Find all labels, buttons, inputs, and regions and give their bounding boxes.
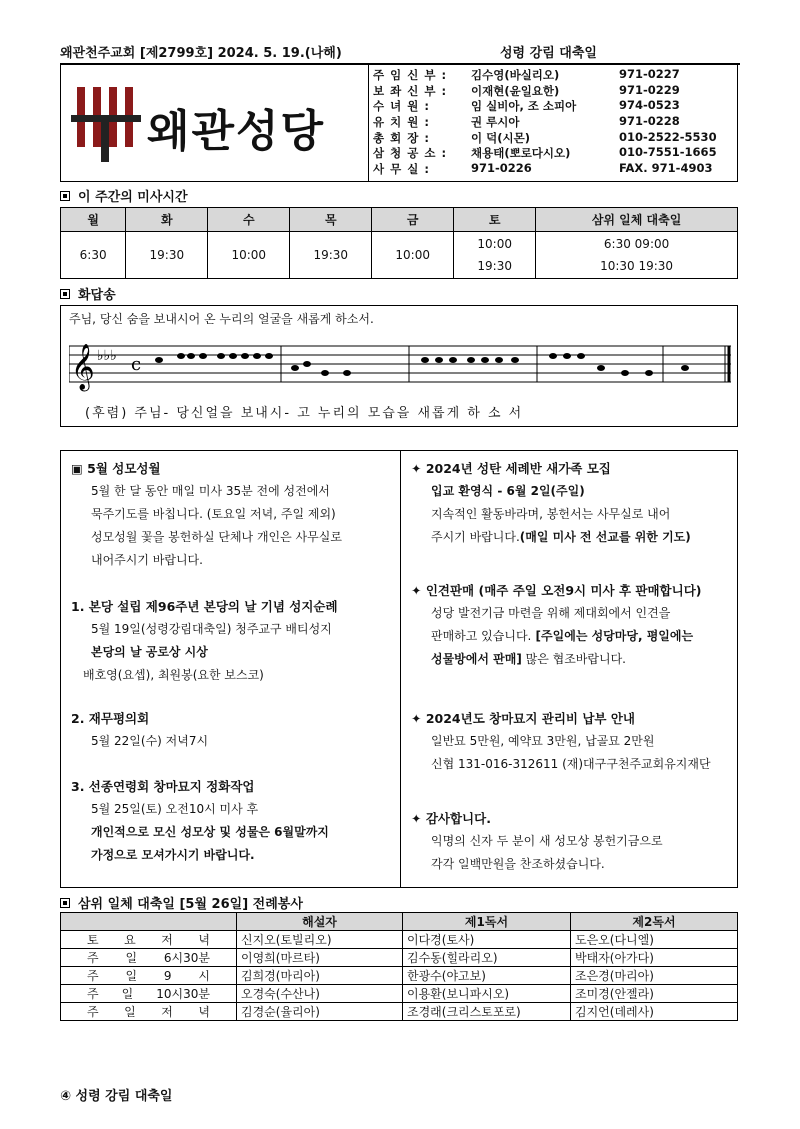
notice-line: 5월 22일(수) 저녁7시 (91, 734, 209, 748)
mass-time: 19:30 (313, 248, 349, 262)
mass-time: 6:30 09:00 (603, 237, 670, 251)
note-head (563, 353, 571, 359)
notice-title: ✦ 2024년도 창마묘지 관리비 납부 안내 (411, 711, 635, 726)
mass-day-header: 토 (454, 208, 536, 232)
staff-row (373, 98, 735, 114)
staff-phone: 974-0523 (619, 98, 680, 113)
mass-time: 10:00 (395, 248, 430, 262)
staff-phone: 971-0227 (619, 67, 680, 81)
notice-item (411, 457, 741, 549)
note-head (577, 353, 585, 359)
staff-name: 이 덕(시몬) (471, 130, 530, 145)
notice-text: 많은 협조바랍니다. (521, 652, 626, 666)
mass-day-header: 삼위 일체 대축일 (536, 208, 738, 232)
notice-line: 신협 131-016-312611 (재)대구구천주교회유지재단 (431, 757, 711, 771)
duty-person: 조은경(마리아) (571, 967, 738, 985)
note-head (253, 353, 261, 359)
duty-person: 김수동(힐라리오) (403, 949, 571, 967)
square-bullet-icon (60, 289, 70, 299)
staff-name: 이재현(윤일요한) (471, 83, 560, 98)
duty-row (61, 967, 738, 985)
note-head (435, 357, 443, 363)
staff-row (373, 67, 735, 83)
staff-row (373, 161, 735, 177)
notice-title: ✦ 인견판매 (매주 주일 오전9시 미사 후 판매합니다) (411, 583, 702, 598)
staff-name: 김수영(바실리오) (471, 68, 560, 82)
mass-day-header: 수 (208, 208, 290, 232)
staff-phone: FAX. 971-4903 (619, 161, 713, 176)
logo-text: 왜관성당 (147, 106, 326, 157)
note-head (321, 370, 329, 376)
mass-time-cell (372, 232, 454, 279)
duty-slot: 주 일 6시30분 (61, 949, 237, 967)
notice-bold-line: 본당의 날 공로상 시상 (91, 645, 208, 659)
duty-row (61, 985, 738, 1003)
staff-role: 사 무 실 : (373, 162, 430, 177)
note-head (343, 370, 351, 376)
mass-time: 19:30 (477, 259, 512, 273)
notice-line: 일반묘 5만원, 예약묘 3만원, 납골묘 2만원 (431, 734, 655, 748)
square-bullet-icon (60, 898, 70, 908)
note-head (467, 357, 475, 363)
duty-person: 김경순(율리아) (237, 1003, 403, 1021)
notice-bold-line: 개인적으로 모신 성모상 및 성물은 6월말까지 (91, 825, 329, 839)
notice-text: 주시기 바랍니다. (431, 530, 520, 544)
notice-title: 3. 선종연령회 창마묘지 정화작업 (71, 779, 255, 794)
mass-day-header: 월 (61, 208, 126, 232)
liturgy-duty-table (60, 912, 738, 1021)
note-head (155, 357, 163, 363)
notice-item (71, 595, 401, 687)
note-head (265, 353, 273, 359)
staff-role: 삼 청 공 소 : (373, 146, 448, 161)
duty-header: 제1독서 (403, 913, 571, 931)
notice-title: 1. 본당 설립 제96주년 본당의 날 기념 성지순례 (71, 599, 338, 614)
hwadap-section-title: 화답송 (60, 284, 116, 303)
svg-text:♭♭♭: ♭♭♭ (97, 348, 117, 364)
svg-text:c: c (131, 354, 142, 375)
duty-person: 이용환(보니파시오) (403, 985, 571, 1003)
notice-line: 내어주시기 바랍니다. (91, 553, 203, 567)
duty-row (61, 931, 738, 949)
logo-area (61, 65, 369, 181)
staff-name: 임 실비아, 조 소피아 (471, 99, 577, 114)
notice-title: ✦ 감사합니다. (411, 811, 491, 826)
mass-time-cell (61, 232, 126, 279)
staff-list (373, 67, 735, 177)
staff-role: 수 녀 원 : (373, 99, 430, 114)
duty-person: 오경숙(수산나) (237, 985, 403, 1003)
staff-phone: 010-7551-1665 (619, 145, 717, 160)
mass-time-cell (290, 232, 372, 279)
notice-subtitle: 입교 환영식 - 6월 2일(주일) (431, 484, 585, 498)
notice-line: 지속적인 활동바라며, 봉헌서는 사무실로 내어 (431, 507, 671, 521)
mass-section-title: 이 주간의 미사시간 (60, 186, 188, 205)
mass-time: 19:30 (149, 248, 185, 262)
staff-phone: 010-2522-5530 (619, 129, 717, 144)
mass-time: 10:30 19:30 (600, 259, 674, 273)
staff-role: 주 임 신 부 : (373, 68, 448, 82)
note-head (645, 370, 653, 376)
duty-section-title: 삼위 일체 대축일 [5월 26일] 전례봉사 (60, 893, 303, 912)
notice-line: 성당 발전기금 마련을 위해 제대회에서 인견을 (431, 606, 671, 620)
duty-header (61, 913, 237, 931)
duty-row (61, 949, 738, 967)
duty-person: 김지언(데레사) (571, 1003, 738, 1021)
notice-line (411, 526, 741, 549)
mass-time: 6:30 (79, 248, 107, 262)
duty-person: 도은오(다니엘) (571, 931, 738, 949)
note-head (199, 353, 207, 359)
staff-phone: 971-0229 (619, 82, 680, 97)
notice-line: 각각 일백만원을 찬조하셨습니다. (431, 857, 605, 871)
note-head (481, 357, 489, 363)
church-issue: 왜관천주교회 [제2799호] 2024. 5. 19.(나해) (60, 46, 342, 61)
duty-header: 해설자 (237, 913, 403, 931)
staff-name: 971-0226 (471, 161, 532, 176)
staff-row (373, 114, 735, 130)
notice-title: ✦ 2024년 성탄 세례반 새가족 모집 (411, 461, 611, 476)
staff-row (373, 145, 735, 161)
note-head (217, 353, 225, 359)
staff-name: 채용태(뽀로다시오) (471, 146, 571, 161)
staff-role: 유 치 원 : (373, 115, 430, 130)
feast-title: 성령 강림 대축일 (500, 46, 597, 61)
note-head (291, 365, 299, 371)
note-head (495, 357, 503, 363)
notice-item (411, 707, 741, 776)
duty-person: 박태자(아가다) (571, 949, 738, 967)
note-head (449, 357, 457, 363)
notice-line: 배호영(요셉), 최원봉(요한 보스코) (83, 668, 264, 682)
mass-time-cell (454, 232, 536, 279)
mass-day-header: 금 (372, 208, 454, 232)
mass-time: 10:00 (477, 237, 512, 251)
notice-bold-line: 가정으로 모셔가시기 바랍니다. (91, 848, 255, 862)
notice-line: 성모성월 꽃을 봉헌하실 단체나 개인은 사무실로 (91, 530, 342, 544)
square-bullet-icon (60, 191, 70, 201)
duty-slot: 토 요 저 녁 (61, 931, 237, 949)
mass-schedule-table (60, 207, 738, 279)
hwadap-text: 주님, 당신 숨을 보내시어 온 누리의 얼굴을 새롭게 하소서. (69, 312, 374, 326)
note-head (177, 353, 185, 359)
note-head (421, 357, 429, 363)
duty-person: 김희경(마리아) (237, 967, 403, 985)
duty-person: 이영희(마르타) (237, 949, 403, 967)
svg-text:𝄞: 𝄞 (71, 344, 95, 390)
music-staff-icon (69, 330, 731, 400)
mass-day-header: 목 (290, 208, 372, 232)
notice-line: 5월 25일(토) 오전10시 미사 후 (91, 802, 259, 816)
staff-role: 총 회 장 : (373, 130, 430, 145)
duty-slot: 주 일 9 시 (61, 967, 237, 985)
duty-person: 신지오(토빌리오) (237, 931, 403, 949)
notice-title: 2. 재무평의회 (71, 711, 150, 726)
note-head (229, 353, 237, 359)
mass-day-header: 화 (126, 208, 208, 232)
issue-line (60, 42, 740, 65)
notice-item (71, 457, 401, 572)
notice-item (411, 807, 741, 876)
notice-line: 5월 한 달 동안 매일 미사 35분 전에 성전에서 (91, 484, 330, 498)
notice-line: 익명의 신자 두 분이 새 성모상 봉헌기금으로 (431, 834, 663, 848)
hwadap-lyrics: (후렴) 주님- 당신얼을 보내시- 고 누리의 모습을 새롭게 하 소 서 (85, 406, 524, 421)
notice-line: 5월 19일(성령강림대축일) 청주교구 배티성지 (91, 622, 332, 636)
duty-person: 조경래(크리스토포로) (403, 1003, 571, 1021)
header-box (60, 64, 738, 182)
note-head (241, 353, 249, 359)
notice-item (411, 579, 741, 671)
note-head (187, 353, 195, 359)
duty-slot: 주 일 저 녁 (61, 1003, 237, 1021)
mass-time: 10:00 (231, 248, 267, 262)
notice-line: 판매하고 있습니다. [주일에는 성당마당, 평일에는 (431, 629, 694, 643)
notice-board (60, 450, 738, 888)
notice-bold: [주일에는 성당마당, 평일에는 (531, 629, 694, 643)
hwadap-box (60, 305, 738, 427)
mass-time-cell (208, 232, 290, 279)
note-head (511, 357, 519, 363)
staff-row (373, 83, 735, 99)
note-head (597, 365, 605, 371)
mass-time-cell (126, 232, 208, 279)
notice-bold: (매일 미사 전 선교를 위한 기도) (519, 530, 691, 544)
notice-line: 묵주기도를 바칩니다. (토요일 저녁, 주일 제외) (91, 507, 336, 521)
mass-time-cell (536, 232, 738, 279)
note-head (303, 361, 311, 367)
notice-title: ▣ 5월 성모성월 (71, 461, 161, 476)
note-head (621, 370, 629, 376)
duty-person: 한광수(야고보) (403, 967, 571, 985)
page-footer: ④ 성령 강림 대축일 (60, 1089, 173, 1104)
staff-row (373, 130, 735, 146)
church-logo-icon (71, 85, 141, 165)
staff-phone: 971-0228 (619, 114, 680, 129)
notice-line (411, 648, 741, 671)
notice-item (71, 707, 401, 753)
duty-row (61, 1003, 738, 1021)
staff-role: 보 좌 신 부 : (373, 83, 448, 98)
duty-person: 이다경(토사) (403, 931, 571, 949)
staff-name: 권 루시아 (471, 115, 520, 130)
notice-bold: 성물방에서 판매] (431, 652, 522, 666)
duty-person: 조미경(안젤라) (571, 985, 738, 1003)
notice-item (71, 775, 401, 867)
note-head (549, 353, 557, 359)
duty-header: 제2독서 (571, 913, 738, 931)
duty-slot: 주 일 10시30분 (61, 985, 237, 1003)
note-head (681, 365, 689, 371)
